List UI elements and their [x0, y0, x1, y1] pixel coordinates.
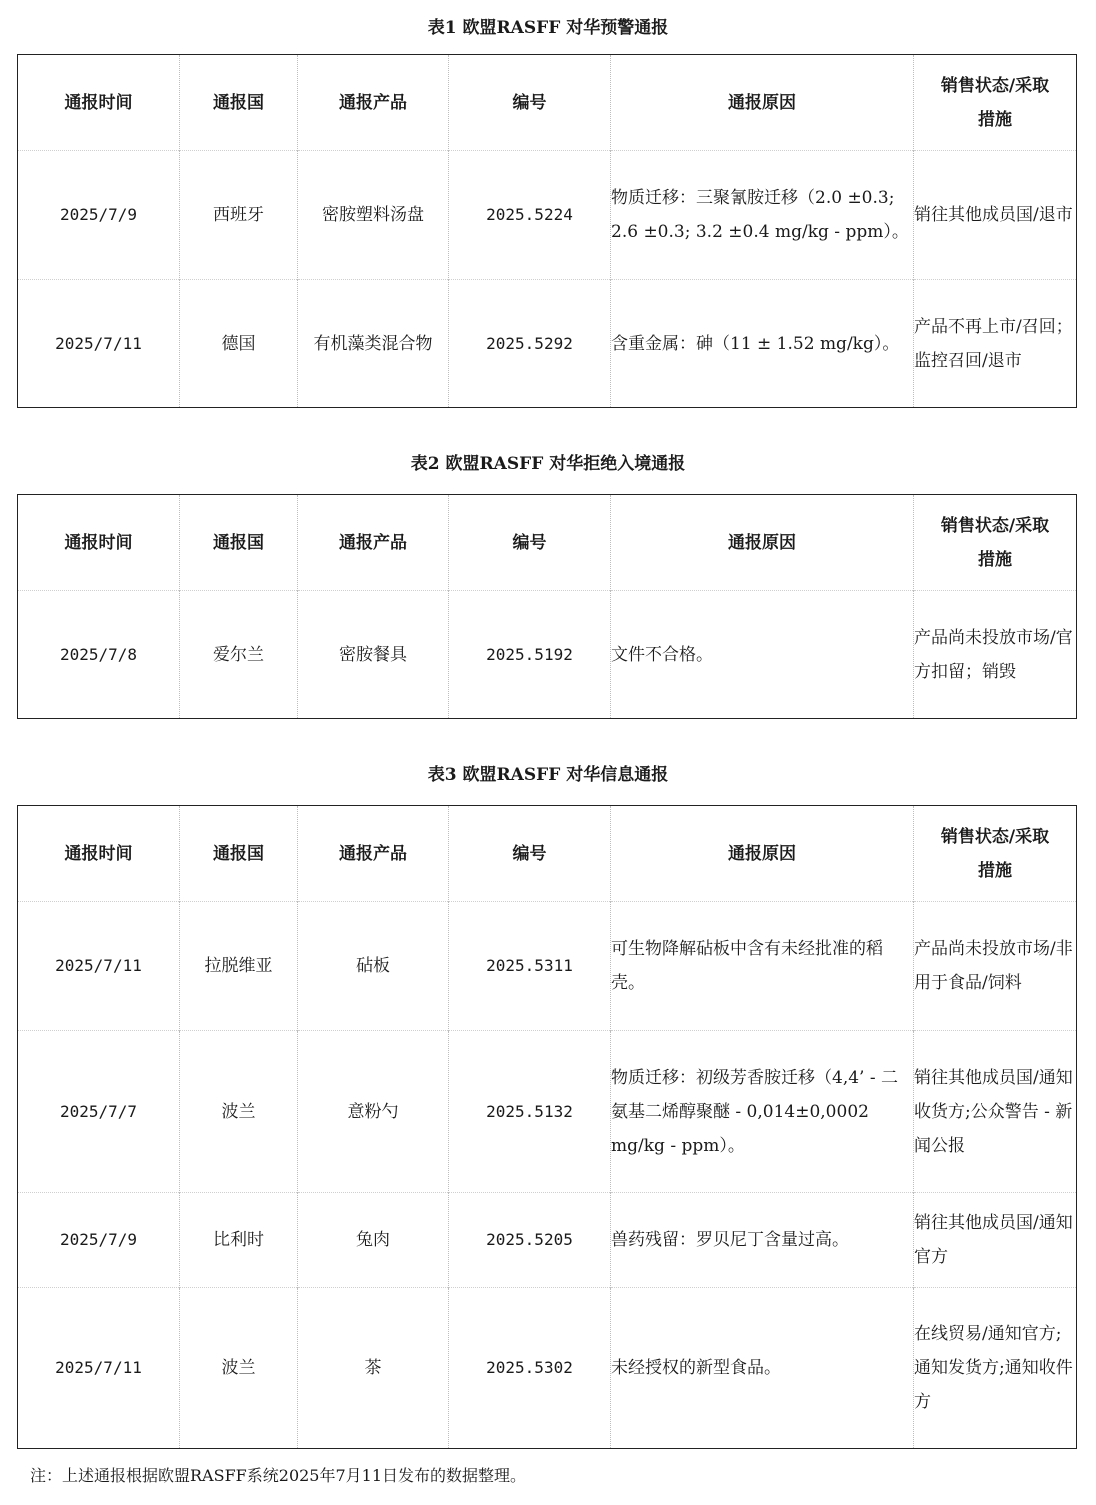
cell-date: 2025/7/8: [18, 591, 180, 719]
cell-country: 波兰: [180, 1031, 298, 1193]
header-country: 通报国: [180, 806, 298, 902]
cell-reason: 文件不合格。: [611, 591, 914, 719]
cell-product: 砧板: [298, 902, 449, 1031]
cell-number: 2025.5302: [449, 1288, 611, 1449]
header-number: 编号: [449, 806, 611, 902]
table-header-row: [18, 806, 1077, 902]
header-status: 销售状态/采取措施: [914, 55, 1077, 151]
cell-product: 茶: [298, 1288, 449, 1449]
header-status: 销售状态/采取措施: [914, 806, 1077, 902]
cell-date: 2025/7/9: [18, 1193, 180, 1288]
cell-status: 产品尚未投放市场/非用于食品/饲料: [914, 902, 1077, 1031]
header-product: 通报产品: [298, 495, 449, 591]
cell-number: 2025.5192: [449, 591, 611, 719]
footnote: 注：上述通报根据欧盟RASFF系统2025年7月11日发布的数据整理。: [30, 1466, 527, 1485]
header-reason: 通报原因: [611, 806, 914, 902]
cell-reason: 未经授权的新型食品。: [611, 1288, 914, 1449]
header-date: 通报时间: [64, 843, 133, 864]
cell-reason: 可生物降解砧板中含有未经批准的稻壳。: [611, 902, 914, 1031]
cell-product: 密胺餐具: [298, 591, 449, 719]
table-row: [18, 151, 1077, 280]
cell-product: 有机藻类混合物: [298, 280, 449, 408]
cell-date: 2025/7/7: [18, 1031, 180, 1193]
cell-number: 2025.5224: [449, 151, 611, 280]
header-number: 编号: [449, 495, 611, 591]
cell-reason: 含重金属：砷（11 ± 1.52 mg/kg）。: [611, 280, 914, 408]
cell-country: 比利时: [180, 1193, 298, 1288]
table-row: [18, 902, 1077, 1031]
cell-product: 兔肉: [298, 1193, 449, 1288]
table3-caption: 表3 欧盟RASFF 对华信息通报: [427, 765, 669, 785]
table2-caption: 表2 欧盟RASFF 对华拒绝入境通报: [410, 454, 686, 474]
header-number: 编号: [449, 55, 611, 151]
cell-number: 2025.5311: [449, 902, 611, 1031]
table-row: [18, 280, 1077, 408]
table3: [17, 805, 1077, 1449]
cell-status: 产品尚未投放市场/官方扣留；销毁: [914, 591, 1077, 719]
header-product: 通报产品: [298, 55, 449, 151]
cell-reason: 兽药残留：罗贝尼丁含量过高。: [611, 1193, 914, 1288]
cell-date: 2025/7/11: [18, 1288, 180, 1449]
table-row: [18, 591, 1077, 719]
cell-product: 密胺塑料汤盘: [298, 151, 449, 280]
cell-country: 德国: [180, 280, 298, 408]
cell-number: 2025.5132: [449, 1031, 611, 1193]
table2: [17, 494, 1077, 719]
cell-country: 拉脱维亚: [180, 902, 298, 1031]
table-header-row: [18, 55, 1077, 151]
header-country: 通报国: [180, 55, 298, 151]
table1-caption: 表1 欧盟RASFF 对华预警通报: [427, 18, 669, 38]
cell-country: 西班牙: [180, 151, 298, 280]
cell-reason: 物质迁移：初级芳香胺迁移（4,4’ - 二氨基二烯醇聚醚 - 0,014±0,0002 mg/kg - ppm）。: [611, 1031, 914, 1193]
cell-reason: 物质迁移：三聚氰胺迁移（2.0 ±0.3; 2.6 ±0.3; 3.2 ±0.4 mg/kg - ppm）。: [611, 151, 914, 280]
table-row: [18, 1031, 1077, 1193]
cell-status: 销往其他成员国/退市: [914, 151, 1077, 280]
cell-number: 2025.5205: [449, 1193, 611, 1288]
cell-status: 销往其他成员国/通知官方: [914, 1193, 1077, 1288]
header-status: 销售状态/采取措施: [914, 495, 1077, 591]
header-date: 通报时间: [64, 92, 133, 113]
cell-status: 在线贸易/通知官方;通知发货方;通知收件方: [914, 1288, 1077, 1449]
cell-number: 2025.5292: [449, 280, 611, 408]
cell-date: 2025/7/11: [18, 280, 180, 408]
cell-country: 波兰: [180, 1288, 298, 1449]
table-row: [18, 1288, 1077, 1449]
cell-date: 2025/7/11: [18, 902, 180, 1031]
cell-product: 意粉勺: [298, 1031, 449, 1193]
header-country: 通报国: [180, 495, 298, 591]
table-row: [18, 1193, 1077, 1288]
table-header-row: [18, 495, 1077, 591]
cell-status: 销往其他成员国/通知收货方;公众警告 - 新闻公报: [914, 1031, 1077, 1193]
table1: [17, 54, 1077, 408]
header-reason: 通报原因: [611, 495, 914, 591]
header-product: 通报产品: [298, 806, 449, 902]
cell-status: 产品不再上市/召回；监控召回/退市: [914, 280, 1077, 408]
header-date: 通报时间: [64, 532, 133, 553]
cell-country: 爱尔兰: [180, 591, 298, 719]
header-reason: 通报原因: [611, 55, 914, 151]
cell-date: 2025/7/9: [18, 151, 180, 280]
